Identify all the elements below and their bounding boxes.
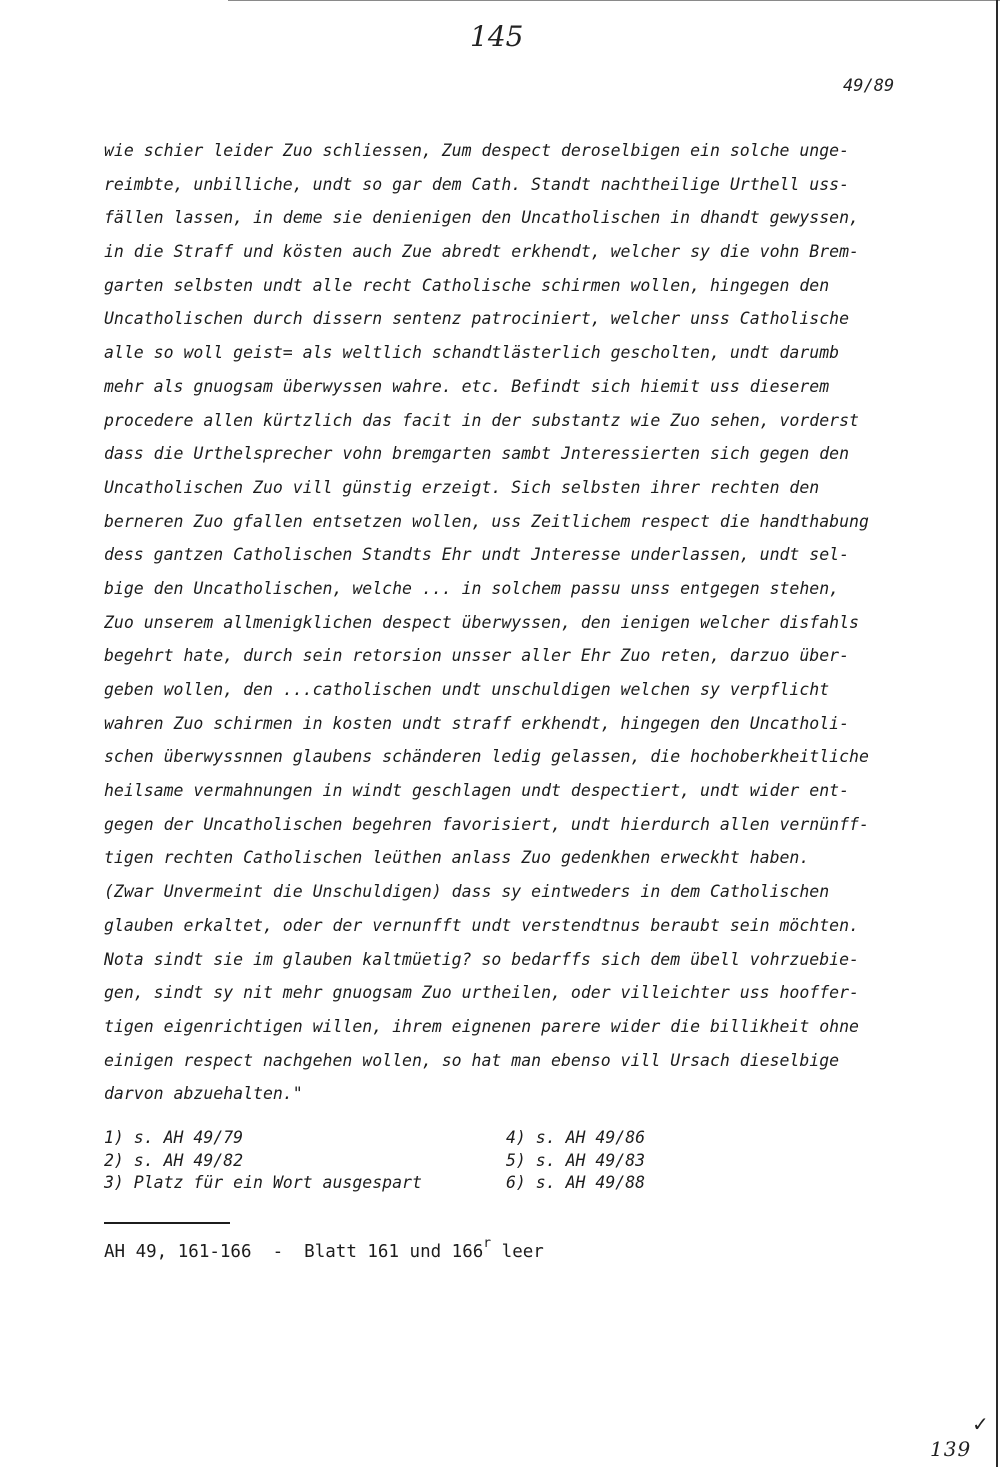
- body-text-line: geben wollen, den ...catholischen undt unschuldigen welchen sy verpflicht: [104, 680, 830, 699]
- body-text-line: mehr als gnuogsam überwyssen wahre. etc. Befindt sich hiemit uss dieserem: [104, 376, 830, 396]
- handwritten-folio-number: 145: [470, 20, 524, 53]
- body-text-line: tigen eigenrichtigen willen, ihrem eignenen parere wider die billikheit ohne: [104, 1016, 859, 1036]
- right-edge-rule: [996, 0, 998, 1467]
- body-text-line: Uncatholischen durch dissern sentenz patrociniert, welcher unss Catholische: [104, 309, 850, 329]
- body-text-line: gegen der Uncatholischen begehren favorisiert, undt hierdurch allen vernünff-: [104, 814, 869, 834]
- handwritten-checkmark: ✓: [972, 1412, 989, 1436]
- body-text-line: darvon abzuehalten.": [104, 1084, 303, 1104]
- body-text-line: bige den Uncatholischen, welche ... in solchem passu unss entgegen stehen,: [104, 578, 840, 598]
- source-note: [104, 1236, 544, 1262]
- footnote-item: 1) s. AH 49/79: [104, 1128, 244, 1147]
- body-text-line: (Zwar Unvermeint die Unschuldigen) dass sy eintweders in dem Catholischen: [104, 882, 830, 902]
- body-text-line: fällen lassen, in deme sie denienigen den Uncatholischen in dhandt gewyssen,: [104, 208, 859, 228]
- footnote-item: 5) s. AH 49/83: [506, 1150, 646, 1170]
- footnotes-right-column: [506, 1127, 645, 1195]
- footnote-separator-rule: [104, 1222, 230, 1224]
- body-text-line: Uncatholischen Zuo vill günstig erzeigt. Sich selbsten ihrer rechten den: [104, 477, 820, 497]
- body-text-line: glauben erkaltet, oder der vernunfft undt verstendtnus beraubt sein möchten.: [104, 915, 859, 935]
- body-text-line: heilsame vermahnungen in windt geschlagen undt despectiert, undt wider ent-: [104, 781, 850, 801]
- body-text-line: procedere allen kürtzlich das facit in der substantz wie Zuo sehen, vorderst: [104, 410, 859, 430]
- body-text-line: begehrt hate, durch sein retorsion unsser aller Ehr Zuo reten, darzuo über-: [104, 646, 850, 666]
- footnote-item: 3) Platz für ein Wort ausgespart: [104, 1173, 422, 1192]
- body-text-line: tigen rechten Catholischen leüthen anlass Zuo gedenkhen erweckht haben.: [104, 848, 810, 868]
- source-note-suffix: leer: [491, 1242, 544, 1262]
- body-text-line: Zuo unserem allmenigklichen despect überwyssen, den ienigen welcher disfahls: [104, 612, 859, 632]
- body-text-line: gen, sindt sy nit mehr gnuogsam Zuo urtheilen, oder villeichter uss hooffer-: [104, 983, 859, 1003]
- source-note-text: AH 49, 161-166 - Blatt 161 und 166: [104, 1242, 484, 1262]
- body-text-line: wie schier leider Zuo schliessen, Zum despect deroselbigen ein solche unge-: [104, 141, 850, 160]
- handwritten-stamp-number: 139: [930, 1437, 972, 1461]
- body-text: [104, 134, 934, 1111]
- body-text-line: reimbte, unbilliche, undt so gar dem Cath. Standt nachtheilige Urthell uss-: [104, 174, 850, 194]
- body-text-line: einigen respect nachgehen wollen, so hat man ebenso vill Ursach dieselbige: [104, 1050, 840, 1070]
- footnotes-left-column: [104, 1127, 422, 1195]
- body-text-line: dass die Urthelsprecher vohn bremgarten sambt Jnteressierten sich gegen den: [104, 444, 850, 464]
- footnote-item: 2) s. AH 49/82: [104, 1150, 244, 1170]
- page-reference: 49/89: [843, 76, 895, 96]
- body-text-line: Nota sindt sie im glauben kaltmüetig? so bedarffs sich dem übell vohrzuebie-: [104, 949, 859, 969]
- body-text-line: in die Straff und kösten auch Zue abredt erkhendt, welcher sy die vohn Brem-: [104, 242, 859, 262]
- footnote-item: 6) s. AH 49/88: [506, 1173, 646, 1192]
- footnote-item: 4) s. AH 49/86: [506, 1128, 646, 1147]
- body-text-line: berneren Zuo gfallen entsetzen wollen, uss Zeitlichem respect die handthabung: [104, 511, 869, 531]
- source-note-superscript: r: [483, 1236, 492, 1251]
- body-text-line: dess gantzen Catholischen Standts Ehr undt Jnteresse underlassen, undt sel-: [104, 545, 850, 565]
- body-text-line: garten selbsten undt alle recht Catholische schirmen wollen, hingegen den: [104, 275, 830, 295]
- top-edge-rule: [228, 0, 1000, 1]
- body-text-line: alle so woll geist= als weltlich schandtlästerlich gescholten, undt darumb: [104, 343, 840, 363]
- body-text-line: wahren Zuo schirmen in kosten undt straff erkhendt, hingegen den Uncatholi-: [104, 713, 850, 733]
- body-text-line: schen überwyssnnen glaubens schänderen ledig gelassen, die hochoberkheitliche: [104, 747, 869, 767]
